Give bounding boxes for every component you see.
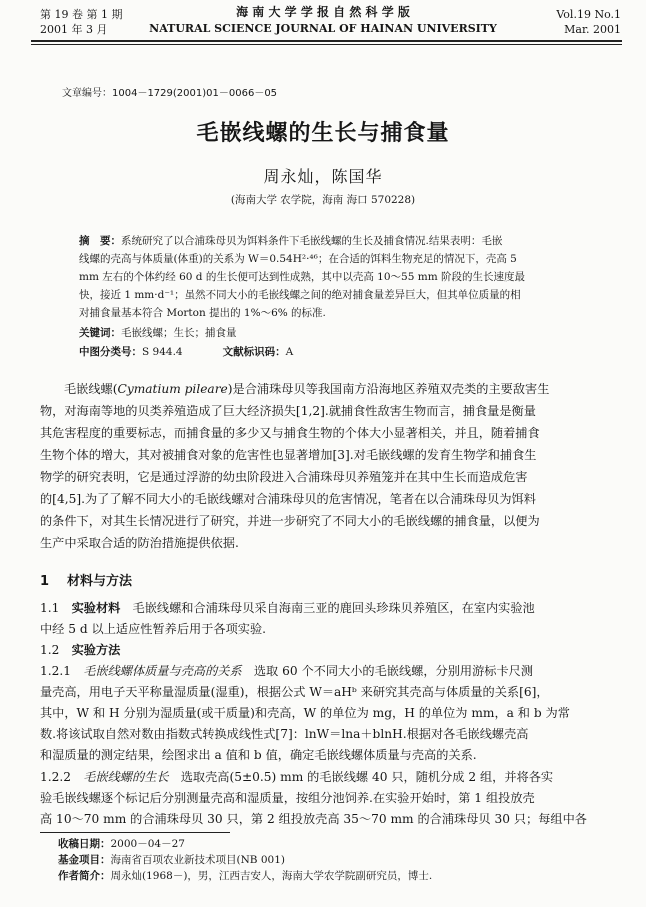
body-paragraph-line: 生物个体的增大，其对被捕食对象的危害性也显著增加[3].对毛嵌线螺的发育生物学和捕食生 [40, 448, 537, 462]
body-paragraph-line: 的[4,5].为了了解不同大小的毛嵌线螺对合浦珠母贝的危害情况，笔者在以合浦珠母贝为饵料 [40, 492, 536, 506]
subsection-1-2-1: 1.2.1 毛嵌线螺体质量与壳高的关系 选取 60 个不同大小的毛嵌线螺，分别用游标卡尺测 [40, 664, 534, 678]
body-paragraph-line: 其危害程度的重要标志，而捕食量的多少又与捕食生物的个体大小显著相关，并且，随着捕食 [40, 426, 540, 440]
body-paragraph-line: 物，对海南等地的贝类养殖造成了巨大经济损失[1,2].就捕食性敌害生物而言，捕食量是衡量 [40, 404, 536, 418]
authors: 周永灿，陈国华 [263, 167, 383, 186]
body-paragraph-line: 验毛嵌线螺逐个标记后分别测量壳高和湿质量，按组分池饲养.在实验开始时，第 1 组投放壳 [40, 791, 535, 805]
footnote-received: 收稿日期：2000－04－27 [58, 838, 185, 850]
abstract-line: 摘 要：系统研究了以合浦珠母贝为饵料条件下毛嵌线螺的生长及捕食情况.结果表明：毛嵌 [79, 235, 503, 247]
footnote-fund: 基金项目：海南省百项农业新技术项目(NB 001) [58, 854, 285, 866]
footnote-rule [40, 832, 230, 833]
header-rule-thick [31, 40, 622, 42]
header-volume-en: Vol.19 No.1 [556, 8, 621, 21]
header-date-en: Mar. 2001 [564, 23, 621, 36]
keywords: 关键词：毛嵌线螺；生长；捕食量 [79, 327, 237, 339]
journal-name-en: NATURAL SCIENCE JOURNAL OF HAINAN UNIVERSITY [149, 22, 497, 35]
header-volume: 第 19 卷 第 1 期 [40, 8, 123, 21]
body-paragraph-line: 高 10～70 mm 的合浦珠母贝 30 只，第 2 组投放壳高 35～70 mm 的合浦珠母贝 30 只；每组中各 [40, 812, 587, 826]
article-number: 文章编号：1004－1729(2001)01－0066－05 [62, 88, 278, 99]
abstract-line: 对捕食量基本符合 Morton 提出的 1%～6% 的标准. [79, 307, 326, 319]
body-paragraph-line: 数.将该试取自然对数由指数式转换成线性式[7]：lnW＝lna＋blnH.根据对各毛嵌线螺壳高 [40, 727, 529, 741]
footnote-author: 作者简介：周永灿(1968－)，男，江西吉安人，海南大学农学院副研究员，博士. [58, 870, 433, 882]
abstract-label: 摘 要： [79, 235, 121, 247]
subsection-1-2-2: 1.2.2 毛嵌线螺的生长 选取壳高(5±0.5) mm 的毛嵌线螺 40 只，随机分成 2 组，并将各实 [40, 770, 554, 784]
body-paragraph-line: 物学的研究表明，它是通过浮游的幼虫阶段进入合浦珠母贝养殖笼并在其中生长而造成危害 [40, 470, 528, 484]
body-paragraph-line: 的条件下，对其生长情况进行了研究，并进一步研究了不同大小的毛嵌线螺的捕食量，以便为 [40, 514, 540, 528]
abstract-line: mm 左右的个体约经 60 d 的生长便可达到性成熟，其中以壳高 10～55 mm 阶段的生长速度最 [79, 271, 525, 283]
subsection-1-2: 1.2 实验方法 [40, 643, 121, 657]
header-date: 2001 年 3 月 [40, 23, 108, 36]
affiliation: (海南大学 农学院，海南 海口 570228) [230, 194, 416, 206]
body-paragraph-line: 中经 5 d 以上适应性暂养后用于各项实验. [40, 622, 267, 636]
body-paragraph-line: 毛嵌线螺(Cymatium pileare)是合浦珠母贝等我国南方沿海地区养殖双壳类的主要敌害生 [64, 382, 550, 396]
body-paragraph-line: 生产中采取合适的防治措施提供依据. [40, 536, 239, 550]
abstract-line: 快，接近 1 mm·d⁻¹；虽然不同大小的毛嵌线螺之间的绝对捕食量差异巨大，但其单位质量的相 [79, 289, 521, 301]
journal-name-cn: 海 南 大 学 学 报 自 然 科 学 版 [236, 5, 410, 19]
abstract-line: 线螺的壳高与体质量(体重)的关系为 W＝0.54H²·⁴⁶；在合适的饵料生物充足的情况下，壳高 5 [79, 253, 517, 265]
section-heading: 1 材料与方法 [40, 574, 133, 589]
body-paragraph-line: 量壳高，用电子天平称量湿质量(湿重)，根据公式 W＝aHᵇ 来研究其壳高与体质量的关系[6]， [40, 685, 549, 699]
page-title: 毛嵌线螺的生长与捕食量 [196, 121, 450, 146]
body-paragraph-line: 其中，W 和 H 分别为湿质量(或干质量)和壳高，W 的单位为 mg，H 的单位为 mm，a 和 b 为常 [40, 706, 570, 720]
subsection-1-1: 1.1 实验材料 毛嵌线螺和合浦珠母贝采自海南三亚的鹿回头珍珠贝养殖区，在室内实验池 [40, 601, 535, 615]
classification: 中图分类号：S 944.4 文献标识码：A [79, 346, 294, 358]
header-rule-thin [31, 44, 622, 45]
body-paragraph-line: 和湿质量的测定结果，绘图求出 a 值和 b 值，确定毛嵌线螺体质量与壳高的关系. [40, 748, 477, 762]
